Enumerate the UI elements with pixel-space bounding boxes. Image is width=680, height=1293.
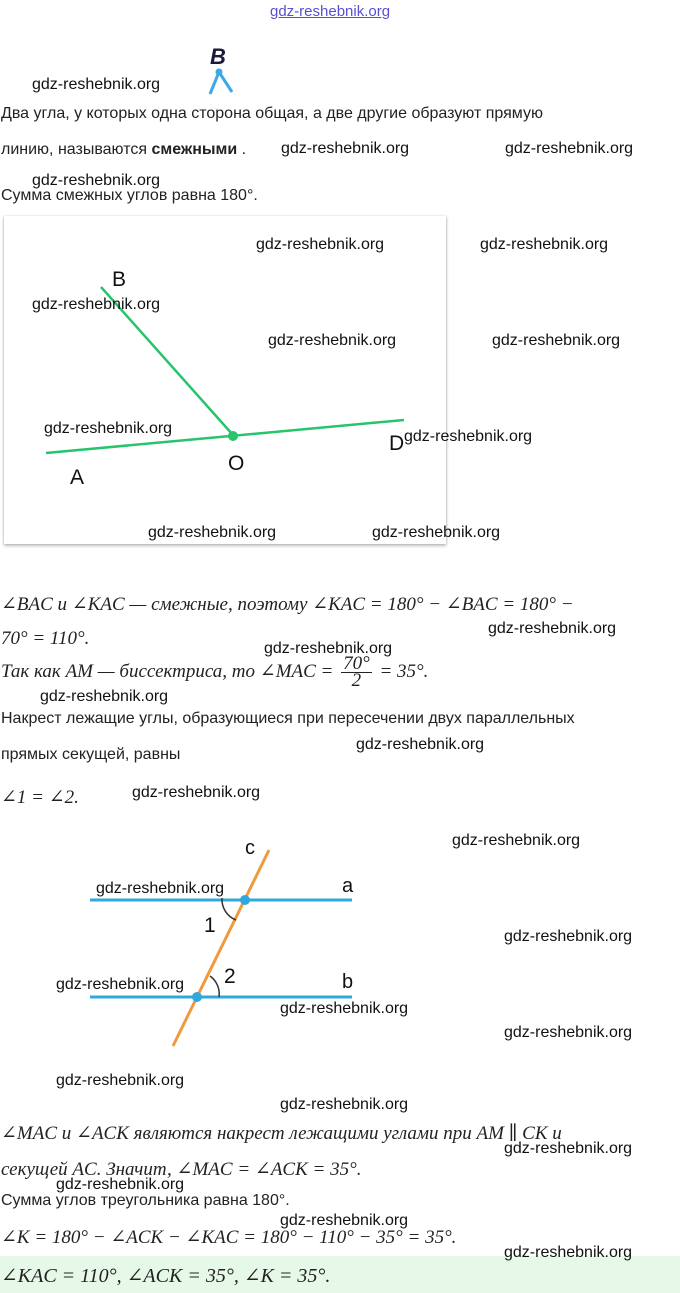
watermark: gdz-reshebnik.org (372, 524, 501, 541)
label-c: c (245, 837, 255, 859)
watermark: gdz-reshebnik.org (492, 332, 621, 349)
angle-1-label: 1 (204, 914, 216, 937)
watermark: gdz-reshebnik.org (504, 1024, 633, 1041)
step3-line-1: ∠MAC и ∠ACK являются накрест лежащими углами при AM ∥ CK и (1, 1123, 562, 1144)
watermark: gdz-reshebnik.org (40, 688, 169, 705)
watermark: gdz-reshebnik.org (268, 332, 397, 349)
watermark: gdz-reshebnik.org (32, 296, 161, 313)
alternate-angles-equation: ∠1 = ∠2. (1, 787, 79, 808)
watermark: gdz-reshebnik.org (56, 976, 185, 993)
step2-line (1, 653, 429, 691)
watermark: gdz-reshebnik.org (264, 640, 393, 657)
watermark: gdz-reshebnik.org (32, 76, 161, 93)
label-D: D (389, 432, 405, 455)
adjacent-angles-sum: Сумма смежных углов равна 180°. (1, 187, 258, 204)
label-b: b (342, 971, 354, 993)
step3-line-2: секущей AC. Значит, ∠MAC = ∠ACK = 35°. (1, 1159, 362, 1180)
label-O: O (228, 452, 245, 475)
alternate-angles-rule-line-2: прямых секущей, равны (1, 746, 181, 763)
watermark: gdz-reshebnik.org (504, 928, 633, 945)
watermark: gdz-reshebnik.org (44, 420, 173, 437)
label-B: B (112, 268, 127, 291)
top-figure-vertex-label: B (210, 44, 226, 69)
watermark: gdz-reshebnik.org (480, 236, 609, 253)
label-A: A (70, 466, 85, 489)
definition-line-1: Два угла, у которых одна сторона общая, а две другие образуют прямую (1, 105, 543, 122)
definition-line-2 (1, 140, 246, 160)
step4-line: ∠K = 180° − ∠ACK − ∠KAC = 180° − 110° − 35° = 35°. (1, 1227, 457, 1248)
watermark: gdz-reshebnik.org (32, 172, 161, 189)
step1-line-2: 70° = 110°. (1, 628, 90, 649)
watermark: gdz-reshebnik.org (505, 140, 634, 157)
angle-2-label: 2 (224, 965, 236, 988)
definition-text: линию, называются (1, 141, 152, 158)
step2-prefix: Так как AM — биссектриса, то ∠MAC = (1, 660, 334, 682)
watermark: gdz-reshebnik.org (132, 784, 261, 801)
watermark: gdz-reshebnik.org (56, 1072, 185, 1089)
watermark: gdz-reshebnik.org (280, 1096, 409, 1113)
fraction-denominator: 2 (351, 670, 362, 691)
watermark: gdz-reshebnik.org (96, 880, 225, 897)
definition-term: смежными (151, 141, 238, 158)
watermark: gdz-reshebnik.org (404, 428, 533, 445)
top-angle-figure (200, 40, 260, 100)
step2-suffix: = 35°. (379, 660, 429, 682)
watermark: gdz-reshebnik.org (356, 736, 485, 753)
label-a: a (342, 875, 354, 897)
fraction (341, 653, 372, 691)
fraction-numerator: 70° (343, 653, 370, 674)
watermark: gdz-reshebnik.org (504, 1140, 633, 1157)
watermark-top[interactable]: gdz-reshebnik.org (270, 3, 391, 20)
final-answer: ∠KAC = 110°, ∠ACK = 35°, ∠K = 35°. (1, 1265, 331, 1287)
step1-line-1: ∠BAC и ∠KAC — смежные, поэтому ∠KAC = 180° − ∠BAC = 180° − (1, 594, 574, 615)
watermark: gdz-reshebnik.org (148, 524, 277, 541)
adjacent-angles-diagram (4, 216, 446, 544)
watermark: gdz-reshebnik.org (452, 832, 581, 849)
adjacent-angles-figure-box (4, 216, 446, 544)
triangle-angle-sum-rule: Сумма углов треугольника равна 180°. (1, 1192, 290, 1209)
watermark: gdz-reshebnik.org (504, 1244, 633, 1261)
watermark: gdz-reshebnik.org (488, 620, 617, 637)
watermark: gdz-reshebnik.org (56, 1176, 185, 1193)
watermark: gdz-reshebnik.org (280, 1000, 409, 1017)
alternate-angles-rule-line-1: Накрест лежащие углы, образующиеся при пересечении двух параллельных (1, 710, 575, 727)
definition-end: . (237, 141, 247, 158)
parallel-lines-diagram (0, 828, 420, 1058)
watermark: gdz-reshebnik.org (281, 140, 410, 157)
watermark: gdz-reshebnik.org (256, 236, 385, 253)
watermark: gdz-reshebnik.org (280, 1212, 409, 1229)
